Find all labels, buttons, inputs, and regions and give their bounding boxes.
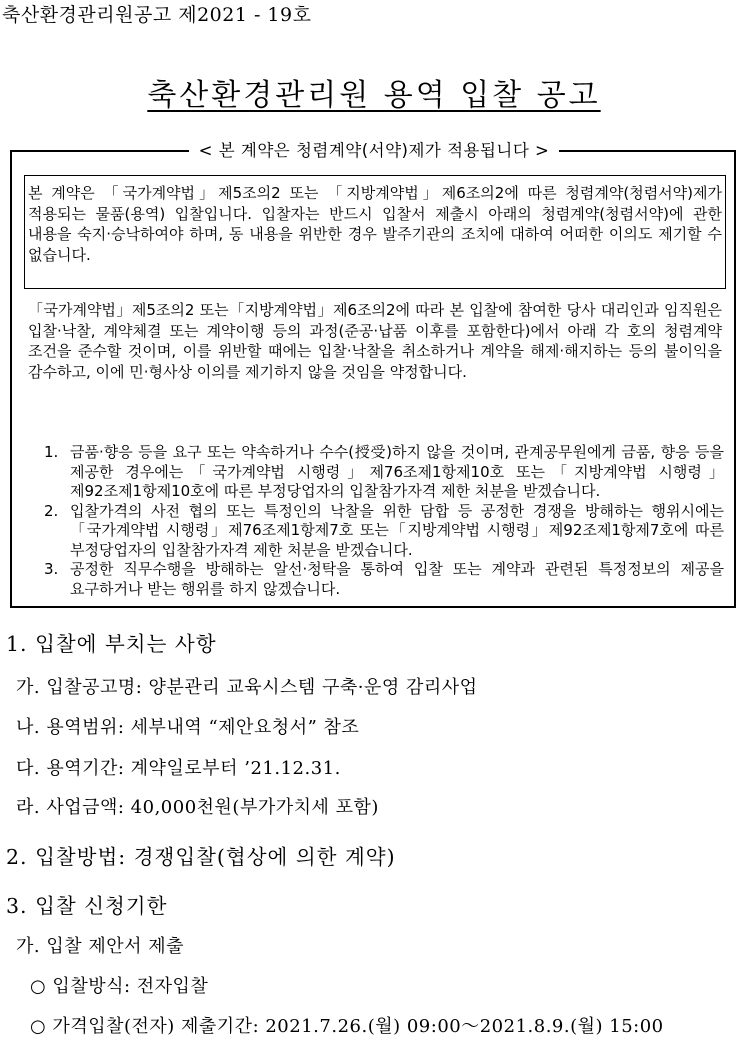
section-1-item-name: 가. 입찰공고명: 양분관리 교육시스템 구축·운영 감리사업 <box>16 677 478 698</box>
section-3-bullet-period: ○ 가격입찰(전자) 제출기간: 2021.7.26.(월) 09:00～2021.8.9.(월) 15:00 <box>30 1016 664 1037</box>
section-1-item-budget: 라. 사업금액: 40,000천원(부가가치세 포함) <box>16 797 379 818</box>
list-item <box>44 502 724 561</box>
section-3-bullet-method: ○ 입찰방식: 전자입찰 <box>30 976 209 997</box>
list-item <box>44 560 724 599</box>
list-item <box>44 443 724 502</box>
section-1-item-scope: 나. 용역범위: 세부내역 “제안요청서” 참조 <box>16 717 360 738</box>
list-number: 2. <box>44 501 59 520</box>
section-2-heading: 2. 입찰방법: 경쟁입찰(협상에 의한 계약) <box>6 845 396 869</box>
list-item-text: 금품·향응 등을 요구 또는 약속하거나 수수(授受)하지 않을 것이며, 관계공무원에게 금품, 향응 등을 제공한 경우에는「국가계약법 시행령」제76조제1항제10호 또는「지방계약법 시행령」제92조제1항제10호에 따른 부정당업자의 입찰참가자격 제한 처분을 받겠습니다. <box>70 443 724 500</box>
integrity-conditions-list <box>44 443 724 599</box>
list-number: 1. <box>44 443 59 461</box>
integrity-oath-text: 「국가계약법」제5조의2 또는「지방계약법」제6조의2에 따라 본 입찰에 참여한 당사 대리인과 임직원은 입찰·낙찰, 계약체결 또는 계약이행 등의 과정(준공·납품 이후를 포함한다)에서 아래 각 호의 청렴계약 조건을 준수할 것이며, 이를 위반할 때에는 입찰·낙찰을 취소하거나 계약을 해제·해지하는 등의 불이익을 감수하고, 이에 민·형사상 이의를 제기하지 않을 것임을 약정합니다. <box>28 301 722 381</box>
list-item-text: 공정한 직무수행을 방해하는 알선·청탁을 통하여 입찰 또는 계약과 관련된 특정정보의 제공을 요구하거나 받는 행위를 하지 않겠습니다. <box>70 560 724 598</box>
integrity-notice-text: 본 계약은 「국가계약법」제5조의2 또는 「지방계약법」제6조의2에 따른 청렴계약(청렴서약)제가 적용되는 물품(용역) 입찰입니다. 입찰자는 반드시 입찰서 제출시 아래의 청렴계약(청렴서약)에 관한 내용을 숙지·승낙하여야 하며, 동 내용을 위반한 경우 발주기관의 조치에 대하여 어떠한 이의도 제기할 수 없습니다. <box>28 184 722 264</box>
integrity-pledge-heading: < 본 계약은 청렴계약(서약)제가 적용됩니다 > <box>0 137 748 161</box>
section-1-item-period: 다. 용역기간: 계약일로부터 ’21.12.31. <box>16 758 341 779</box>
list-item-text: 입찰가격의 사전 협의 또는 특정인의 낙찰을 위한 담합 등 공정한 경쟁을 방해하는 행위시에는「국가계약법 시행령」제76조제1항제7호 또는「지방계약법 시행령」제92조제1항제7호에 따른 부정당업자의 입찰참가자격 제한 처분을 받겠습니다. <box>70 501 724 559</box>
section-1-heading: 1. 입찰에 부치는 사항 <box>6 632 217 656</box>
document-number: 축산환경관리원공고 제2021 - 19호 <box>2 4 312 26</box>
section-3-subheading: 가. 입찰 제안서 제출 <box>16 936 184 957</box>
section-3-heading: 3. 입찰 신청기한 <box>6 894 168 918</box>
list-number: 3. <box>44 560 59 578</box>
page-title: 축산환경관리원 용역 입찰 공고 <box>147 78 601 113</box>
